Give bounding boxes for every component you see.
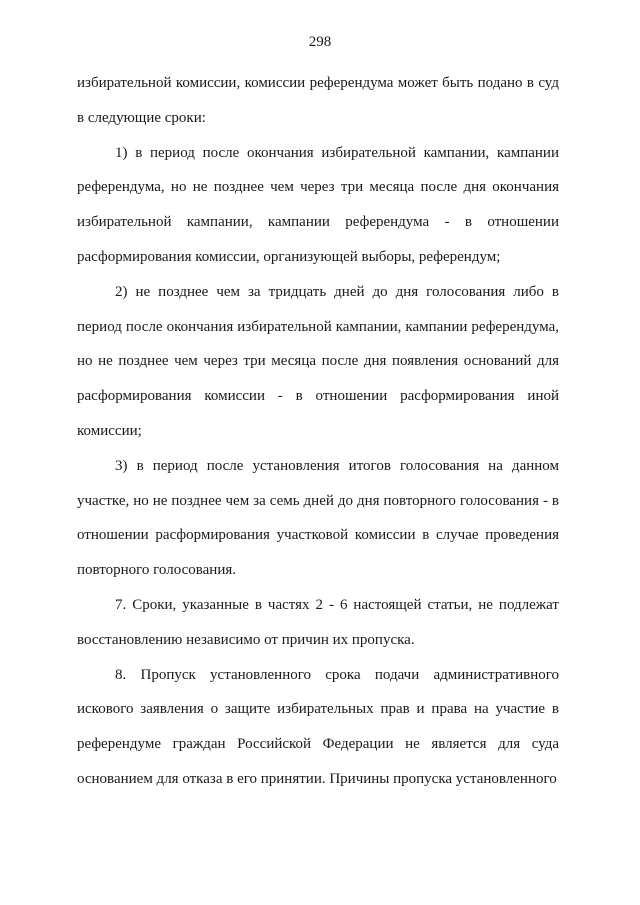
paragraph-item-1: 1) в период после окончания избирательной кампании, кампании референдума, но не позднее чем через три месяца после дня окончания избирательной кампании, кампании референдума - в отношении расформирования комиссии, организующей выборы, референдум; [77, 144, 559, 265]
paragraph-section-7: 7. Сроки, указанные в частях 2 - 6 настоящей статьи, не подлежат восстановлению независимо от причин их пропуска. [77, 596, 559, 648]
paragraph-section-8: 8. Пропуск установленного срока подачи административного искового заявления о защите избирательных прав и права на участие в референдуме граждан Российской Федерации не является для суда основанием для отказа в его принятии. Причины пропуска установленного [77, 666, 559, 787]
paragraph-item-2: 2) не позднее чем за тридцать дней до дня голосования либо в период после окончания избирательной кампании, кампании референдума, но не позднее чем через три месяца после дня появления оснований для расформирования комиссии - в отношении расформирования иной комиссии; [77, 283, 559, 439]
paragraph-continuation: избирательной комиссии, комиссии референдума может быть подано в суд в следующие сроки: [77, 75, 559, 126]
document-body [77, 66, 559, 797]
page-number: 298 [308, 34, 332, 50]
paragraph-item-3: 3) в период после установления итогов голосования на данном участке, но не позднее чем за семь дней до дня повторного голосования - в отношении расформирования участковой комиссии в случае проведения повторного голосования. [77, 457, 559, 579]
